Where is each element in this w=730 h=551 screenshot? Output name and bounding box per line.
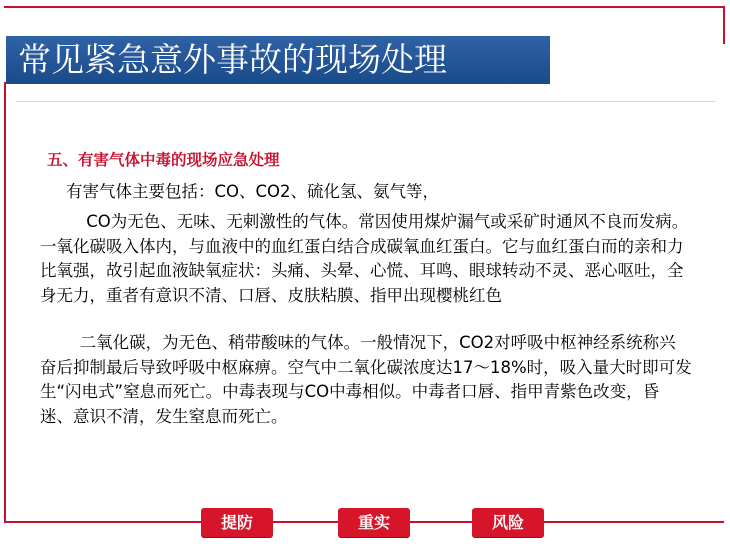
paragraph-co2: 二氧化碳，为无色、稍带酸味的气体。一般情况下，CO2对呼吸中枢神经系统称兴奋后抑制最后导致呼吸中枢麻痹。空气中二氧化碳浓度达17～18%时，吸入量大时即可发生“闪电式”窒息而死亡。中毒表现与CO中毒相似。中毒者口唇、指甲青紫色改变，昏迷、意识不清，发生窒息而死亡。 <box>40 333 692 426</box>
page-title: 常见紧急意外事故的现场处理 <box>18 40 447 79</box>
title-divider <box>16 101 716 102</box>
frame-line-right <box>723 6 725 44</box>
frame-line-left <box>4 82 6 522</box>
section-heading: 五、有害气体中毒的现场应急处理 <box>47 151 280 169</box>
nav-button-risk[interactable]: 风险 <box>472 508 544 537</box>
nav-button-emphasis[interactable]: 重实 <box>338 508 410 537</box>
paragraph-co: CO为无色、无味、无刺激性的气体。常因使用煤炉漏气或采矿时通风不良而发病。一氧化碳吸入体内，与血液中的血红蛋白结合成碳氧血红蛋白。它与血红蛋白而的亲和力比氧强，故引起血液缺氧症状：头痛、头晕、心慌、耳鸣、眼球转动不灵、恶心呕吐，全身无力，重者有意识不清、口唇、皮肤粘膜、指甲出现樱桃红色 <box>40 212 689 305</box>
paragraph-gases-list: 有害气体主要包括：CO、CO2、硫化氢、氨气等， <box>66 182 440 201</box>
title-bar <box>6 36 550 84</box>
frame-line-top <box>4 6 724 8</box>
nav-button-prevent[interactable]: 提防 <box>201 508 273 537</box>
